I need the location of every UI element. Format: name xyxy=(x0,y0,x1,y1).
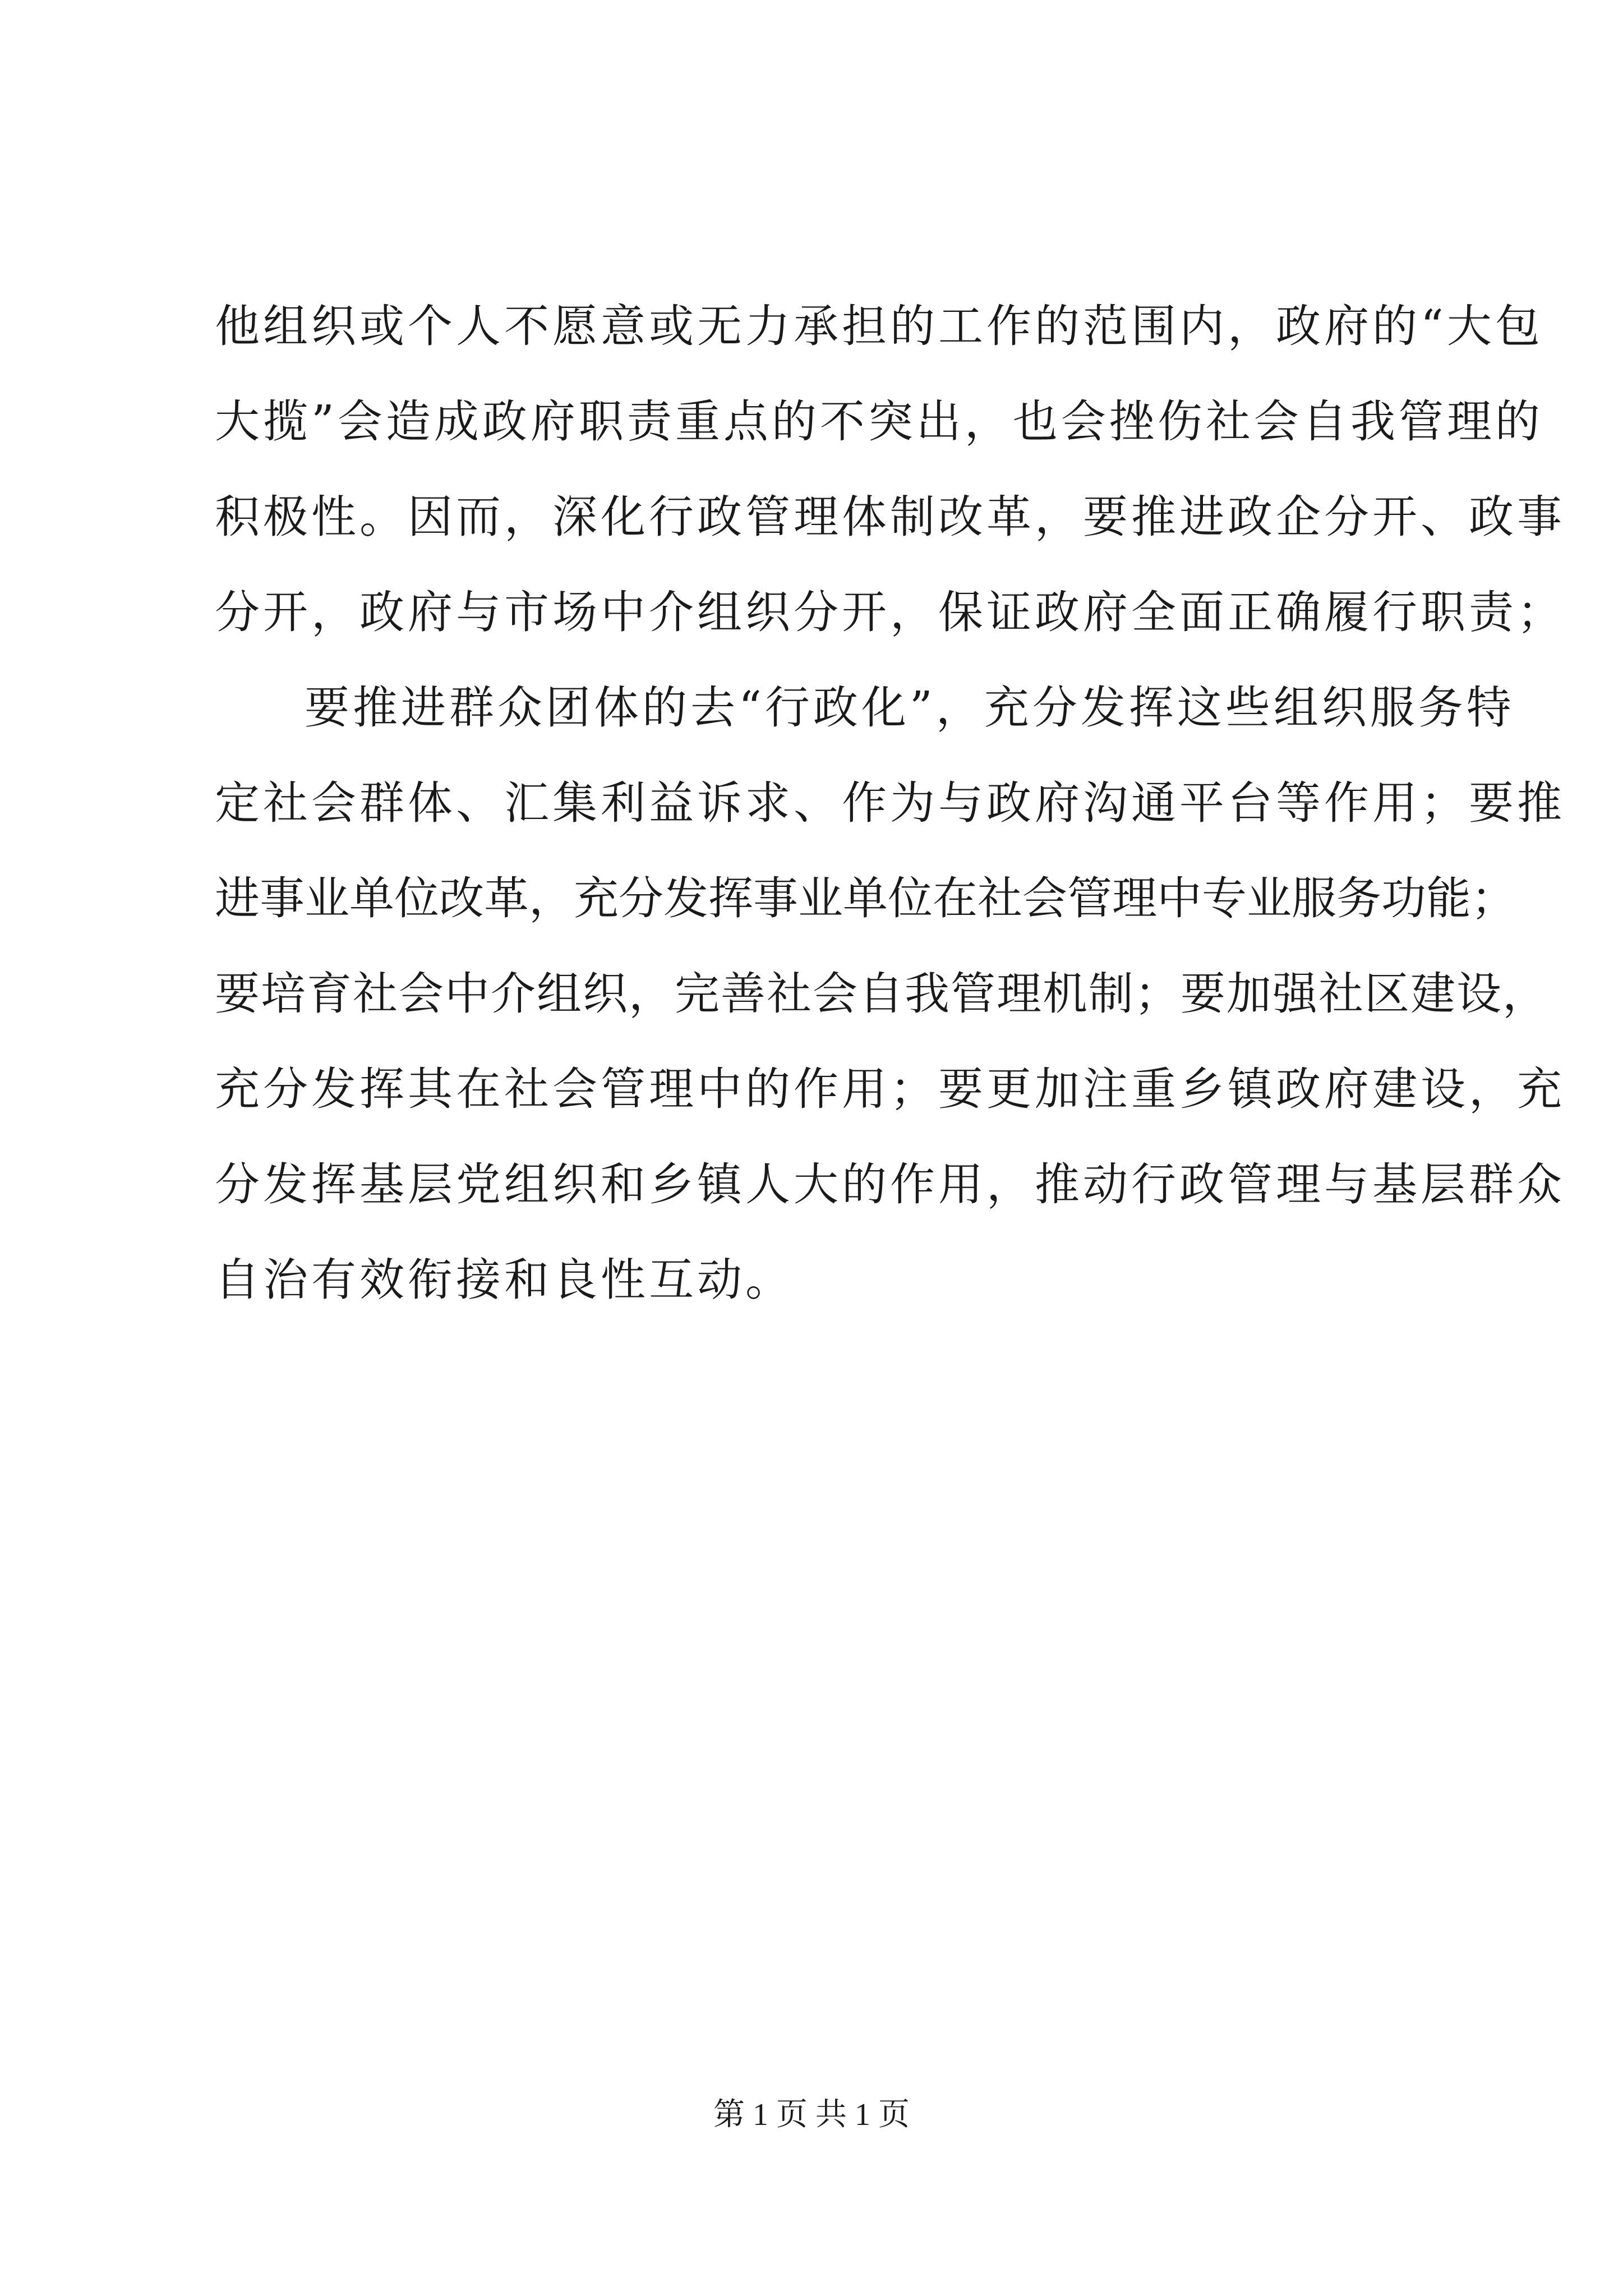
text-line: 充分发挥其在社会管理中的作用；要更加注重乡镇政府建设，充 xyxy=(215,1063,1565,1115)
text-line: 进事业单位改革，充分发挥事业单位在社会管理中专业服务功能； xyxy=(215,872,1516,924)
text-line: 分开，政府与市场中介组织分开，保证政府全面正确履行职责； xyxy=(215,586,1565,638)
text-line: 自治有效衔接和良性互动。 xyxy=(215,1254,794,1306)
text-line: 要培育社会中介组织，完善社会自我管理机制；要加强社区建设， xyxy=(215,968,1548,1020)
text-line: 大揽”会造成政府职责重点的不突出，也会挫伤社会自我管理的 xyxy=(215,395,1543,448)
text-line: 他组织或个人不愿意或无力承担的工作的范围内，政府的“大包 xyxy=(215,300,1543,352)
text-line: 积极性。因而，深化行政管理体制改革，要推进政企分开、政事 xyxy=(215,491,1565,543)
text-line: 分发挥基层党组织和乡镇人大的作用，推动行政管理与基层群众 xyxy=(215,1158,1565,1211)
page-number-footer: 第 1 页 共 1 页 xyxy=(713,2097,910,2132)
paragraph-first-line: 要推进群众团体的去“行政化”，充分发挥这些组织服务特 xyxy=(305,682,1515,734)
text-line: 定社会群体、汇集利益诉求、作为与政府沟通平台等作用；要推 xyxy=(215,777,1565,829)
